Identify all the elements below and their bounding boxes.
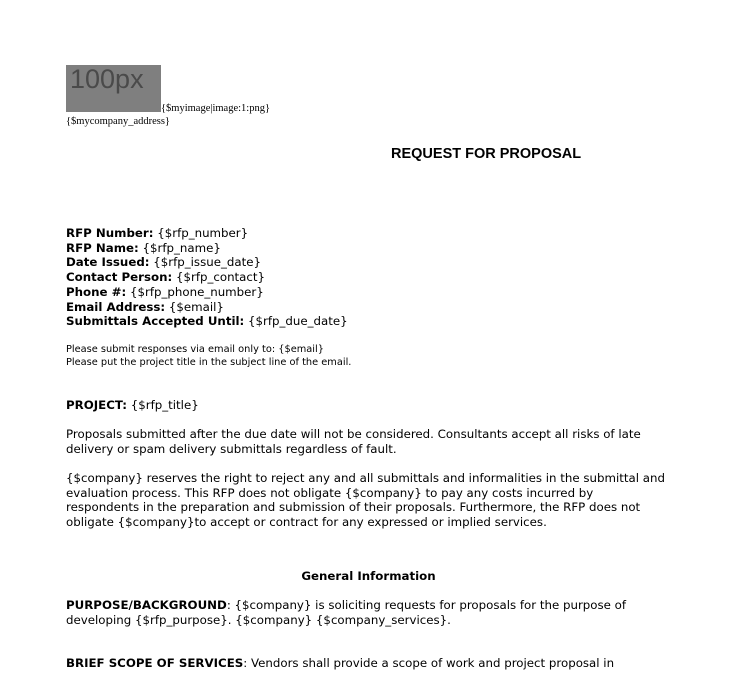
submission-notice <box>66 343 351 369</box>
purpose-paragraph <box>66 598 666 627</box>
rfp-fields <box>66 226 348 329</box>
field-value: {$rfp_contact} <box>175 270 266 285</box>
document-title: REQUEST FOR PROPOSAL <box>391 146 582 162</box>
purpose-label: PURPOSE/BACKGROUND <box>66 598 227 612</box>
field-value: {$rfp_name} <box>142 240 221 255</box>
field-date-issued <box>66 255 348 270</box>
field-label: Email Address: <box>66 299 166 314</box>
field-rfp-name <box>66 241 348 256</box>
field-value: {$rfp_issue_date} <box>153 255 261 270</box>
field-label: Phone #: <box>66 284 127 299</box>
field-value: {$rfp_due_date} <box>248 314 348 329</box>
notice-line: Please put the project title in the subject line of the email. <box>66 357 352 368</box>
field-label: Date Issued: <box>66 255 150 270</box>
field-label: RFP Name: <box>66 240 139 255</box>
general-information-heading: General Information <box>301 569 436 583</box>
field-rfp-number <box>66 226 348 241</box>
field-value: {$rfp_number} <box>157 226 249 240</box>
project-value: {$rfp_title} <box>130 398 199 412</box>
field-label: Contact Person: <box>66 270 173 285</box>
field-label: Submittals Accepted Until: <box>66 314 245 329</box>
field-contact-person <box>66 270 348 285</box>
purpose-text: : {$company} is soliciting requests for proposals for the purpose of developing {$rfp_purpose}. {$company} {$company_services}. <box>66 598 627 627</box>
project-line <box>66 398 666 413</box>
logo-placeholder-image <box>66 65 161 112</box>
company-address: {$mycompany_address} <box>66 116 170 127</box>
logo-placeholder-text: 100px <box>70 64 144 94</box>
field-phone <box>66 285 348 300</box>
reservation-paragraph: {$company} reserves the right to reject any and all submittals and informalities in the submittal and evaluation process. This RFP does not obligate {$company} to pay any costs incurred by respondents in the preparation and submission of their proposals. Furthermore, the RFP does not obligate {$company}to accept or contract for any expressed or implied services. <box>66 471 665 530</box>
field-due-date <box>66 314 348 329</box>
notice-line: Please submit responses via email only to: {$email} <box>66 344 324 355</box>
field-email <box>66 300 348 315</box>
project-label: PROJECT: <box>66 398 127 412</box>
field-label: RFP Number: <box>66 226 154 240</box>
late-submission-paragraph: Proposals submitted after the due date will not be considered. Consultants accept all risks of late delivery or spam delivery submittals regardless of fault. <box>66 427 641 456</box>
field-value: {$rfp_phone_number} <box>130 284 264 299</box>
image-tag: {$myimage|image:1:png} <box>161 103 270 114</box>
scope-label: BRIEF SCOPE OF SERVICES <box>66 656 244 670</box>
scope-text: : Vendors shall provide a scope of work and project proposal in <box>243 656 615 670</box>
field-value: {$email} <box>168 299 224 314</box>
scope-paragraph <box>66 656 666 671</box>
